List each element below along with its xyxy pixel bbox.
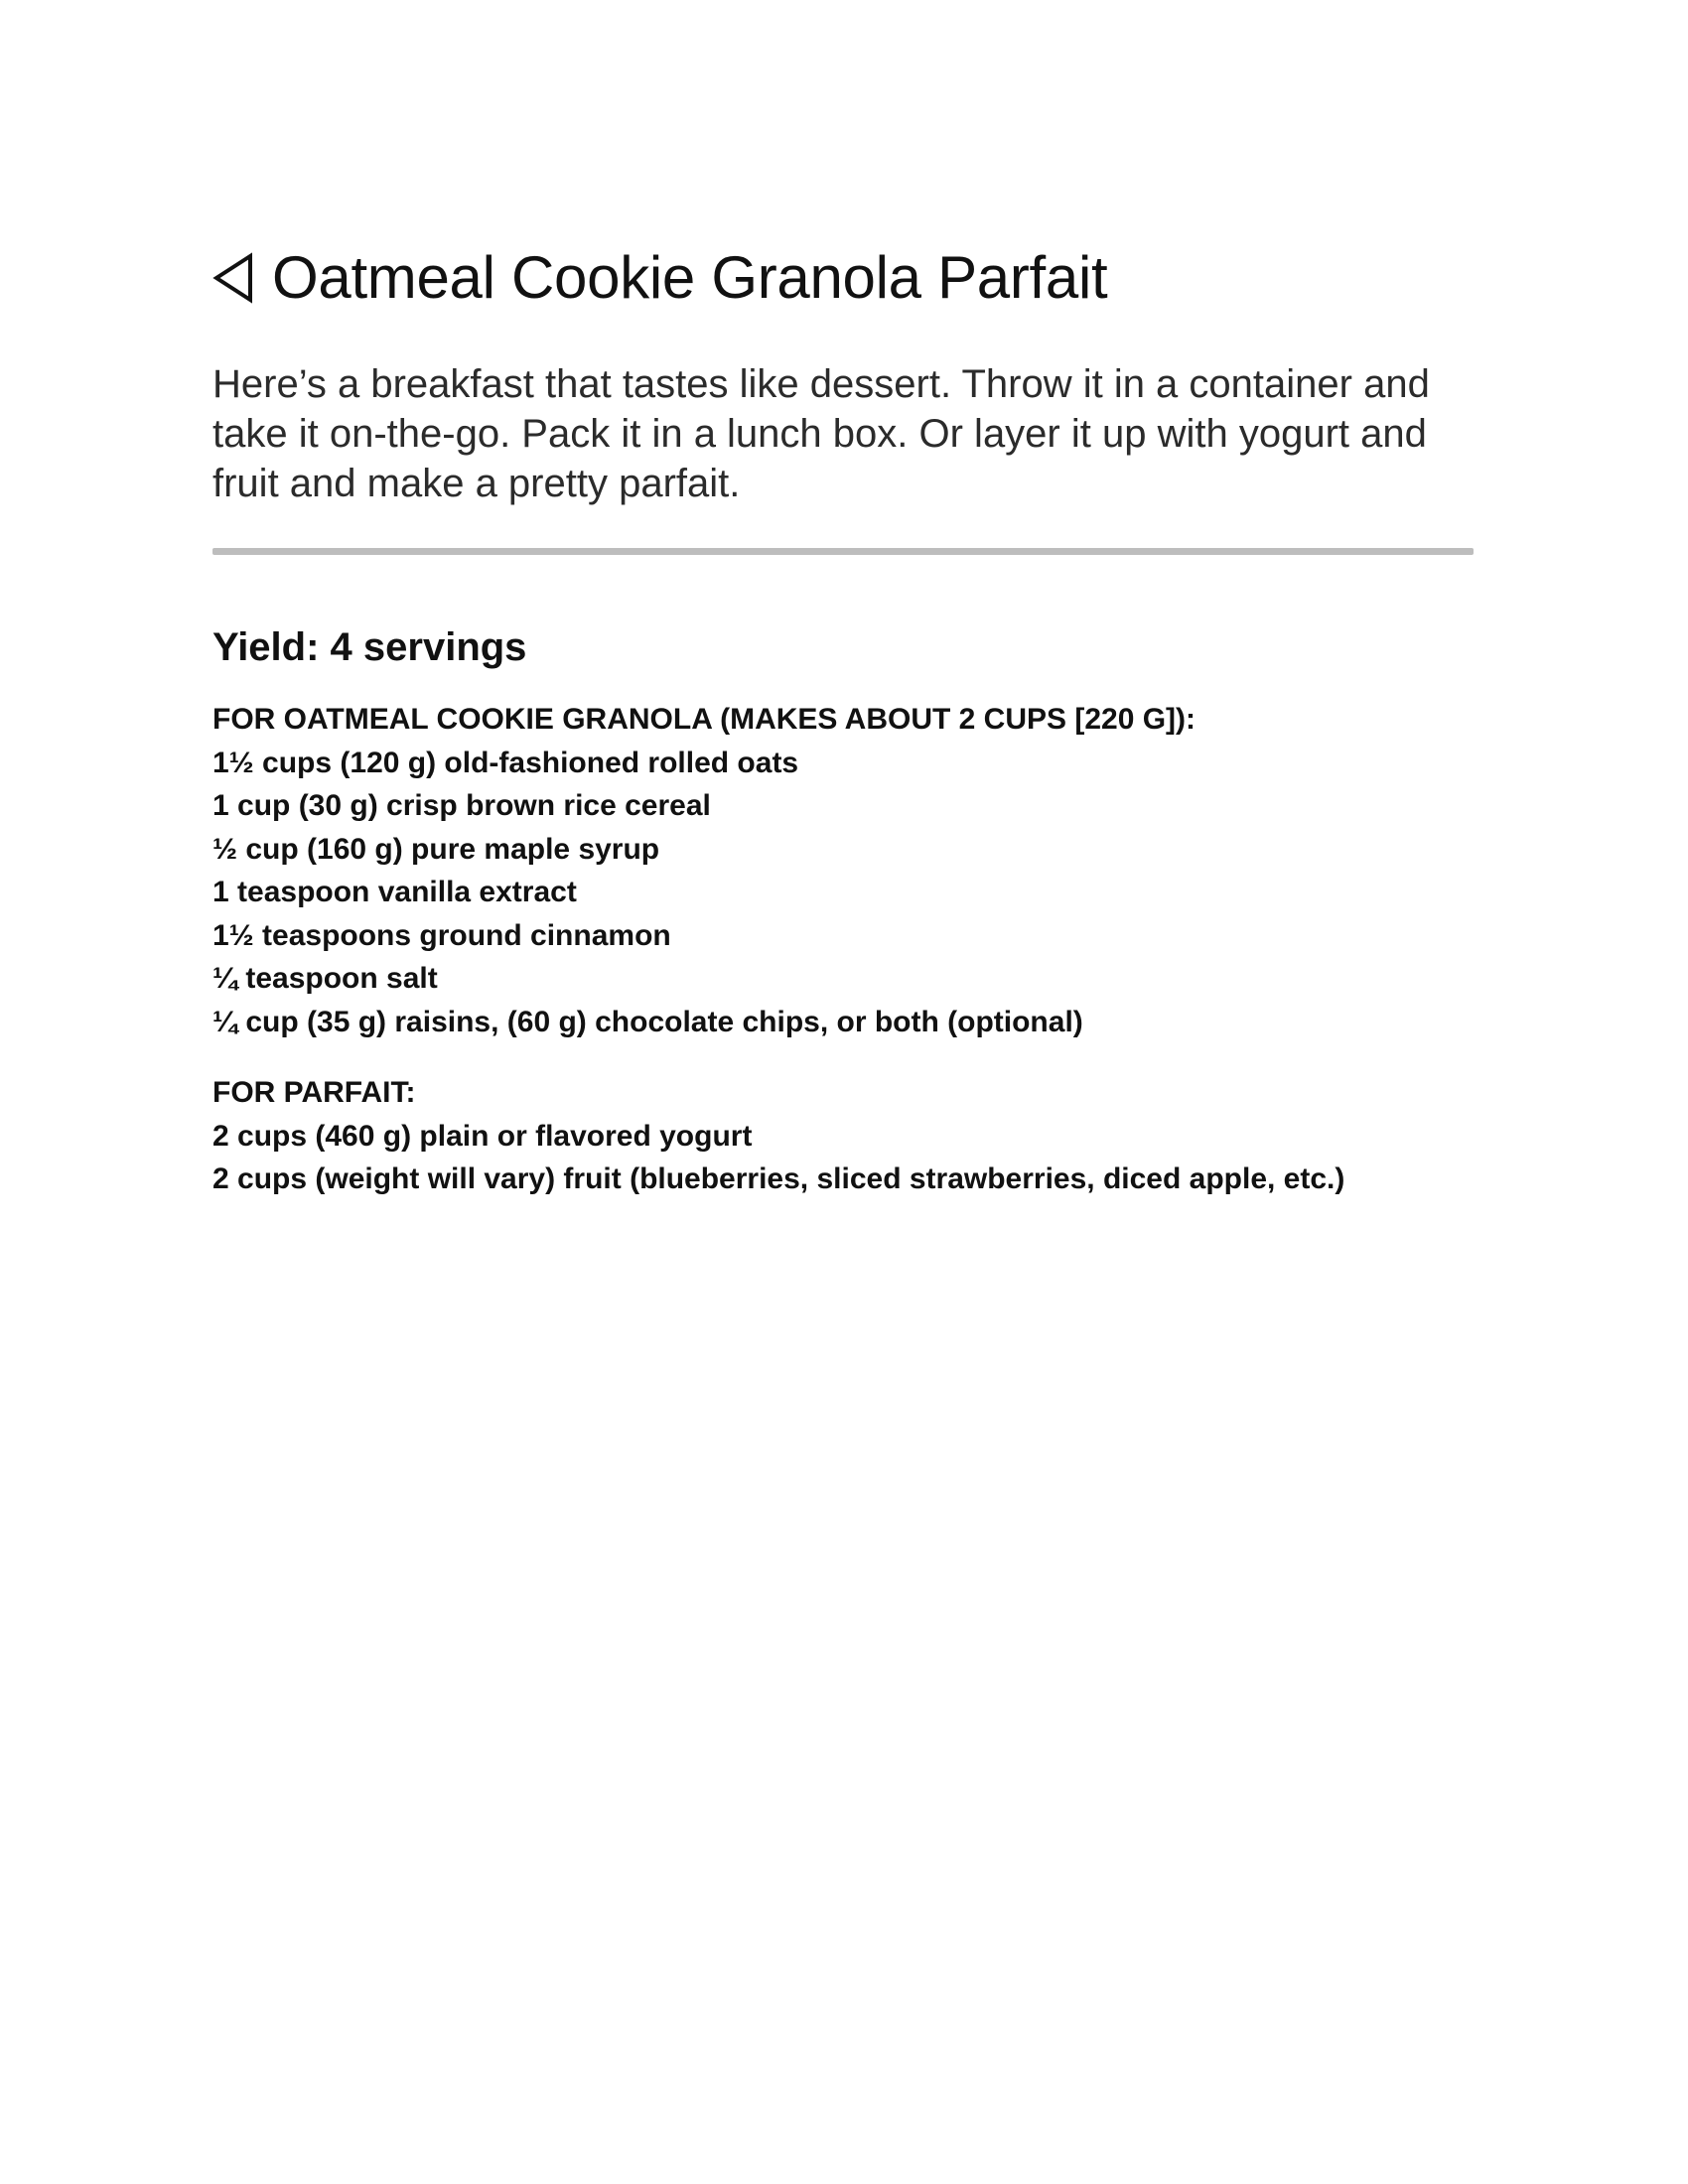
triangle-left-icon[interactable] [212,252,254,304]
granola-ingredients [212,698,1474,1043]
ingredient-item: 1½ teaspoons ground cinnamon [212,918,671,952]
ingredient-item: ¼ teaspoon salt [212,962,438,995]
ingredient-item: 2 cups (460 g) plain or flavored yogurt [212,1119,753,1153]
ingredient-item: 2 cups (weight will vary) fruit (blueberries, sliced strawberries, diced apple, etc.) [212,1162,1345,1195]
recipe-page [212,238,1474,1229]
title-row [212,238,1474,318]
parfait-heading: FOR PARFAIT: [212,1076,416,1109]
granola-heading: FOR OATMEAL COOKIE GRANOLA (MAKES ABOUT 2 CUPS [220 G]): [212,703,1196,736]
ingredient-item: ½ cup (160 g) pure maple syrup [212,832,660,866]
parfait-ingredients [212,1071,1474,1201]
recipe-title: Oatmeal Cookie Granola Parfait [272,244,1108,311]
ingredient-item: 1 cup (30 g) crisp brown rice cereal [212,789,711,822]
yield-heading: Yield: 4 servings [212,625,527,669]
ingredient-item: 1½ cups (120 g) old-fashioned rolled oats [212,746,799,779]
ingredients [212,698,1474,1201]
ingredient-item: 1 teaspoon vanilla extract [212,876,577,908]
recipe-intro: Here’s a breakfast that tastes like dessert. Throw it in a container and take it on-the-go. Pack it in a lunch box. Or layer it up with yogurt and fruit and make a pretty parfait. [212,362,1430,505]
divider [212,548,1474,555]
ingredient-item: ¼ cup (35 g) raisins, (60 g) chocolate chips, or both (optional) [212,1005,1083,1038]
